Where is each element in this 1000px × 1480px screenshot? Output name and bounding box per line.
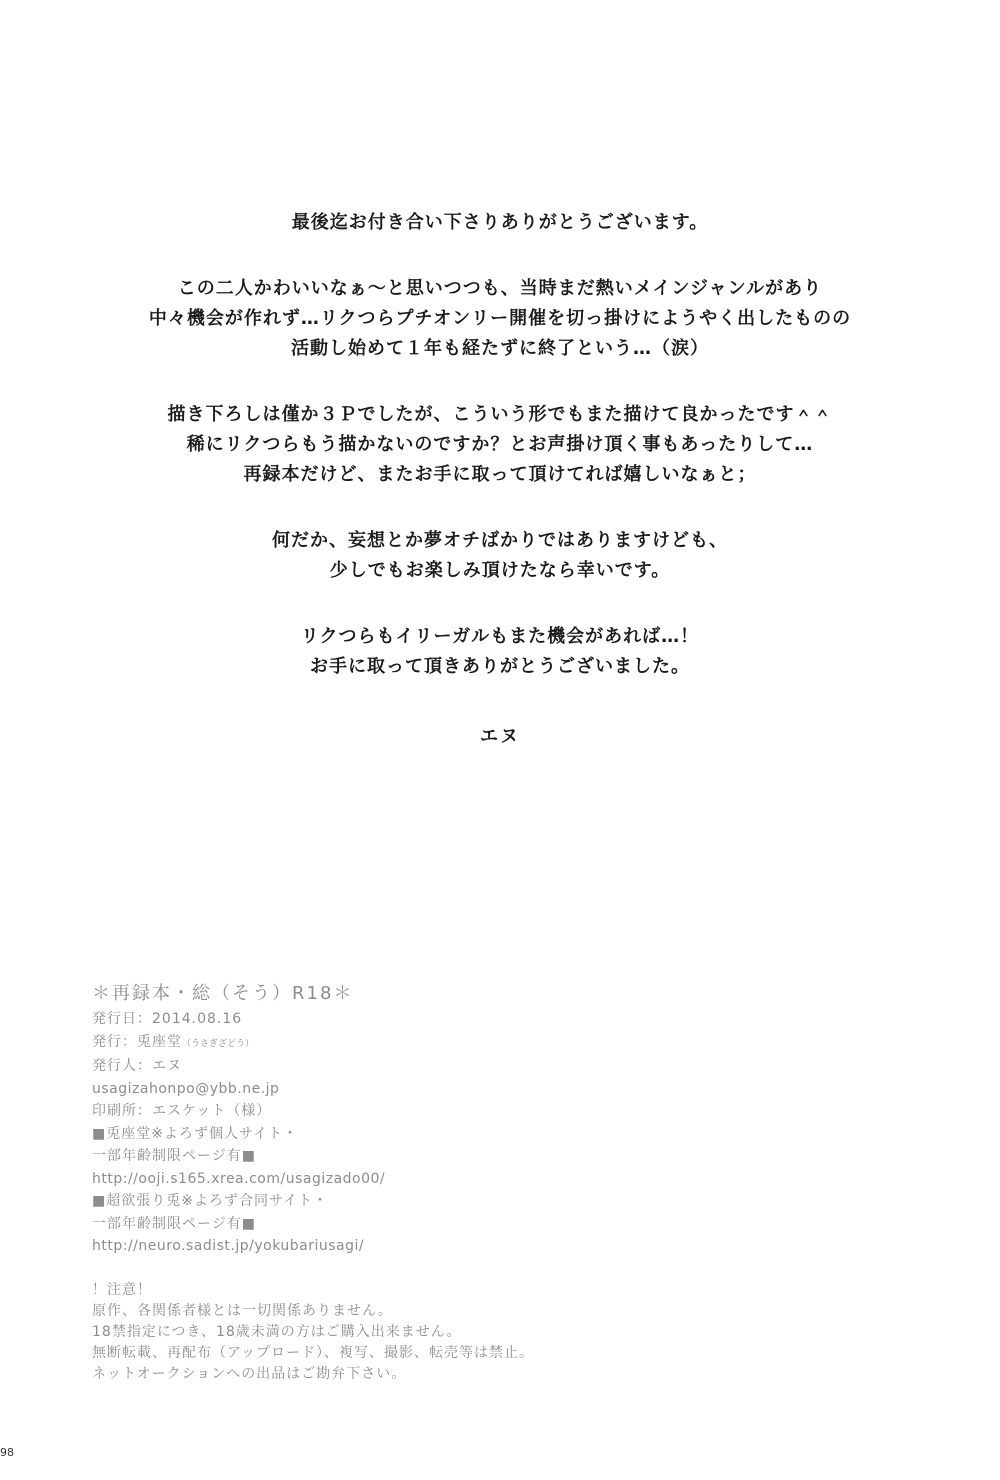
site2-note: 一部年齢制限ページ有■: [92, 1215, 256, 1232]
notice-heading: ！注意！: [92, 1282, 152, 1298]
afterword-line: 稀にリクつらもう描かないのですか？とお声掛け頂く事もあったりして…: [186, 434, 814, 455]
afterword-line: 何だか、妄想とか夢オチばかりではありますけども、: [272, 530, 728, 551]
page-number: 98: [0, 1446, 14, 1459]
afterword-line: 最後迄お付き合い下さりありがとうございます。: [291, 212, 709, 233]
publisher: [92, 1031, 792, 1056]
afterword-line: 活動し始めて１年も経たずに終了という…（涙）: [291, 338, 709, 359]
site1-url: http://ooji.s165.xrea.com/usagizado00/: [92, 1170, 386, 1187]
afterword-paragraph-1: [0, 208, 1000, 238]
publisher-ruby: （うさぎざどう）: [182, 1038, 255, 1049]
afterword: [0, 208, 1000, 752]
notice-line: 無断転載、再配布（アップロード）、複写、撮影、転売等は禁止。: [92, 1345, 535, 1361]
site1-note: 一部年齢制限ページ有■: [92, 1148, 256, 1164]
printer: 印刷所：エスケット（様）: [92, 1103, 272, 1119]
issue-date: 発行日：2014.08.16: [92, 1011, 243, 1027]
afterword-line: リクつらもイリーガルもまた機会があれば…！: [300, 626, 700, 647]
publisher-name: 発行：兎座堂: [92, 1033, 182, 1050]
afterword-line: 少しでもお楽しみ頂けたなら幸いです。: [329, 560, 671, 581]
afterword-paragraph-5: [0, 622, 1000, 682]
contact-email: usagizahonpo@ybb.ne.jp: [92, 1080, 280, 1097]
afterword-line: 描き下ろしは僅か３Ｐでしたが、こういう形でもまた描けて良かったです＾＾: [167, 404, 833, 425]
notice: [92, 1280, 852, 1385]
site2-url: http://neuro.sadist.jp/yokubariusagi/: [92, 1238, 365, 1254]
colophon-title: ＊再録本・総（そう）R18＊: [92, 983, 354, 1004]
afterword-paragraph-3: [0, 400, 1000, 490]
site2-name: ■超欲張り兎※よろず合同サイト・: [92, 1193, 328, 1209]
notice-line: 18禁指定につき、18歳未満の方はご購入出来ません。: [92, 1324, 462, 1340]
afterword-line: 再録本だけど、またお手に取って頂けてれば嬉しいなぁと；: [243, 464, 757, 485]
notice-line: ネットオークションへの出品はご勘弁下さい。: [92, 1366, 407, 1382]
afterword-line: 中々機会が作れず…リクつらプチオンリー開催を切っ掛けにようやく出したものの: [148, 308, 852, 329]
issuer: 発行人：エヌ: [92, 1058, 182, 1074]
author-signature: エヌ: [480, 726, 520, 747]
site1-name: ■兎座堂※よろず個人サイト・: [92, 1125, 298, 1142]
notice-line: 原作、各関係者様とは一切関係ありません。: [92, 1303, 393, 1319]
colophon: [92, 982, 792, 1258]
afterword-line: お手に取って頂きありがとうございました。: [310, 656, 690, 677]
afterword-paragraph-2: [0, 274, 1000, 364]
afterword-paragraph-4: [0, 526, 1000, 586]
afterword-line: この二人かわいいなぁ～と思いつつも、当時まだ熱いメインジャンルがあり: [177, 278, 823, 299]
